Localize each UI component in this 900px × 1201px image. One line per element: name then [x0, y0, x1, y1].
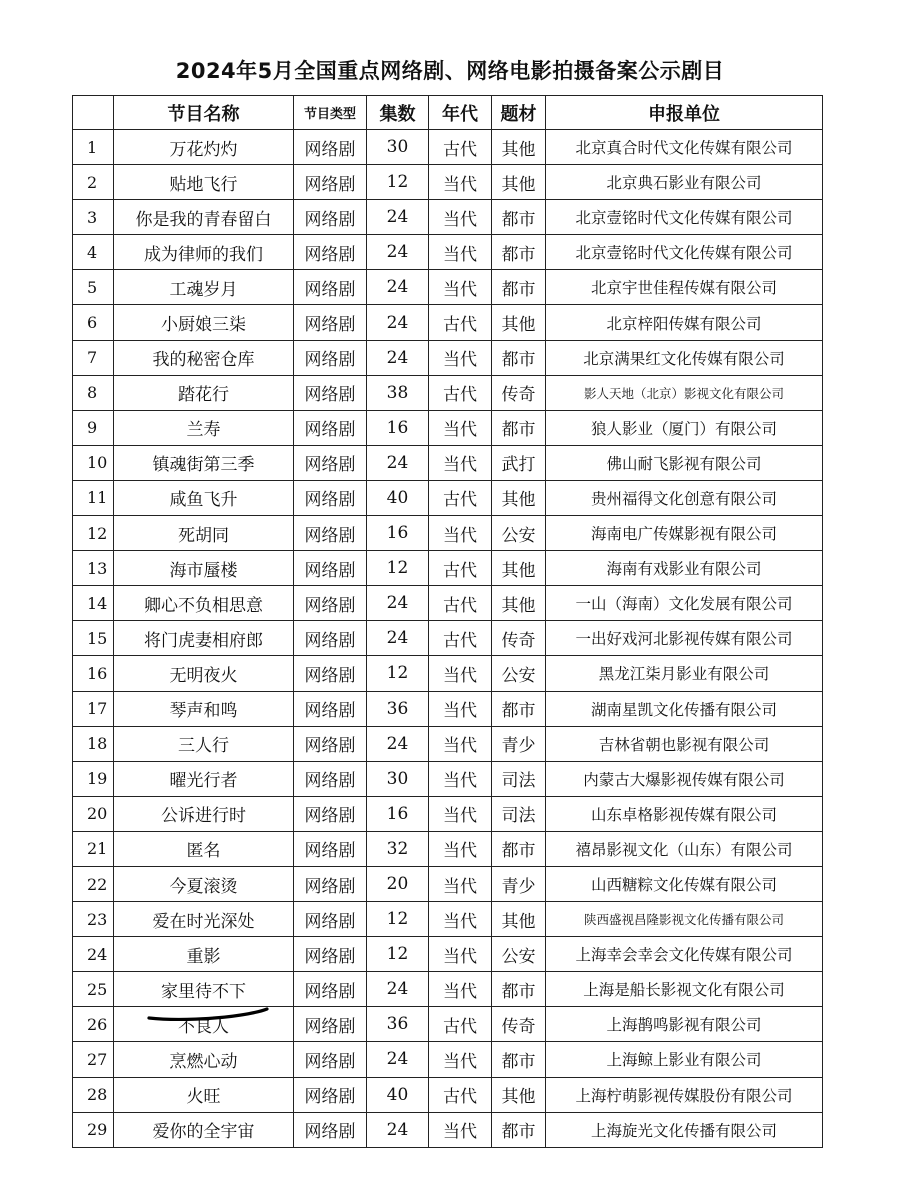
cell-episodes: 12 — [367, 902, 429, 937]
cell-era: 当代 — [429, 445, 492, 480]
cell-era: 古代 — [429, 586, 492, 621]
cell-genre: 都市 — [492, 235, 546, 270]
cell-row-index: 18 — [73, 726, 114, 761]
cell-genre: 都市 — [492, 691, 546, 726]
cell-row-index: 27 — [73, 1042, 114, 1077]
cell-episodes: 30 — [367, 130, 429, 165]
cell-applicant: 上海鹊鸣影视有限公司 — [546, 1007, 823, 1042]
cell-episodes: 36 — [367, 1007, 429, 1042]
cell-row-index: 12 — [73, 516, 114, 551]
cell-genre: 其他 — [492, 551, 546, 586]
cell-era: 古代 — [429, 375, 492, 410]
cell-row-index: 19 — [73, 761, 114, 796]
cell-applicant: 北京宇世佳程传媒有限公司 — [546, 270, 823, 305]
header-index — [73, 96, 114, 130]
cell-program-type: 网络剧 — [294, 656, 367, 691]
cell-applicant: 上海幸会幸会文化传媒有限公司 — [546, 937, 823, 972]
table-row — [73, 656, 823, 691]
cell-program-name: 小厨娘三柒 — [114, 305, 294, 340]
cell-era: 当代 — [429, 200, 492, 235]
cell-episodes: 24 — [367, 445, 429, 480]
table-row — [73, 1112, 823, 1147]
table-row — [73, 1042, 823, 1077]
cell-episodes: 24 — [367, 305, 429, 340]
cell-row-index: 24 — [73, 937, 114, 972]
cell-era: 当代 — [429, 270, 492, 305]
cell-era: 古代 — [429, 130, 492, 165]
cell-program-name: 曜光行者 — [114, 761, 294, 796]
cell-program-type: 网络剧 — [294, 902, 367, 937]
cell-program-name: 兰寿 — [114, 410, 294, 445]
cell-genre: 都市 — [492, 340, 546, 375]
cell-program-type: 网络剧 — [294, 551, 367, 586]
cell-era: 当代 — [429, 796, 492, 831]
cell-row-index: 14 — [73, 586, 114, 621]
cell-row-index: 8 — [73, 375, 114, 410]
cell-era: 古代 — [429, 1007, 492, 1042]
cell-applicant: 海南有戏影业有限公司 — [546, 551, 823, 586]
table-row — [73, 937, 823, 972]
cell-program-name: 将门虎妻相府郎 — [114, 621, 294, 656]
cell-episodes: 24 — [367, 270, 429, 305]
cell-applicant: 佛山耐飞影视有限公司 — [546, 445, 823, 480]
cell-program-name: 匿名 — [114, 831, 294, 866]
table-row — [73, 866, 823, 901]
table-row — [73, 761, 823, 796]
table-row — [73, 410, 823, 445]
cell-era: 当代 — [429, 165, 492, 200]
cell-era: 当代 — [429, 1112, 492, 1147]
cell-applicant: 一出好戏河北影视传媒有限公司 — [546, 621, 823, 656]
cell-genre: 其他 — [492, 1077, 546, 1112]
cell-row-index: 21 — [73, 831, 114, 866]
cell-applicant: 陕西盛视昌隆影视文化传播有限公司 — [546, 902, 823, 937]
cell-genre: 其他 — [492, 586, 546, 621]
cell-applicant: 贵州福得文化创意有限公司 — [546, 480, 823, 515]
cell-program-type: 网络剧 — [294, 1077, 367, 1112]
cell-episodes: 16 — [367, 796, 429, 831]
cell-era: 当代 — [429, 340, 492, 375]
cell-row-index: 9 — [73, 410, 114, 445]
cell-program-name: 火旺 — [114, 1077, 294, 1112]
table-row — [73, 340, 823, 375]
header-applicant: 申报单位 — [546, 96, 823, 130]
cell-program-name: 死胡同 — [114, 516, 294, 551]
cell-episodes: 40 — [367, 480, 429, 515]
cell-applicant: 黑龙江柒月影业有限公司 — [546, 656, 823, 691]
cell-applicant: 山西糖粽文化传媒有限公司 — [546, 866, 823, 901]
cell-episodes: 30 — [367, 761, 429, 796]
cell-era: 当代 — [429, 831, 492, 866]
cell-program-type: 网络剧 — [294, 375, 367, 410]
cell-applicant: 海南电广传媒影视有限公司 — [546, 516, 823, 551]
cell-program-name: 贴地飞行 — [114, 165, 294, 200]
cell-program-type: 网络剧 — [294, 972, 367, 1007]
cell-applicant: 北京真合时代文化传媒有限公司 — [546, 130, 823, 165]
cell-era: 当代 — [429, 691, 492, 726]
cell-genre: 都市 — [492, 1112, 546, 1147]
table-row — [73, 445, 823, 480]
cell-program-type: 网络剧 — [294, 586, 367, 621]
cell-applicant: 一山（海南）文化发展有限公司 — [546, 586, 823, 621]
cell-episodes: 24 — [367, 1042, 429, 1077]
cell-episodes: 12 — [367, 551, 429, 586]
cell-episodes: 24 — [367, 621, 429, 656]
cell-genre: 公安 — [492, 516, 546, 551]
cell-program-name: 琴声和鸣 — [114, 691, 294, 726]
cell-episodes: 24 — [367, 726, 429, 761]
cell-program-type: 网络剧 — [294, 270, 367, 305]
table-row — [73, 305, 823, 340]
table-body — [73, 130, 823, 1148]
cell-row-index: 15 — [73, 621, 114, 656]
table-row — [73, 200, 823, 235]
cell-episodes: 24 — [367, 972, 429, 1007]
cell-applicant: 上海是船长影视文化有限公司 — [546, 972, 823, 1007]
cell-genre: 司法 — [492, 796, 546, 831]
cell-episodes: 16 — [367, 410, 429, 445]
cell-applicant: 影人天地（北京）影视文化有限公司 — [546, 375, 823, 410]
cell-applicant: 北京典石影业有限公司 — [546, 165, 823, 200]
cell-program-type: 网络剧 — [294, 621, 367, 656]
cell-genre: 都市 — [492, 410, 546, 445]
cell-row-index: 20 — [73, 796, 114, 831]
cell-row-index: 25 — [73, 972, 114, 1007]
cell-row-index: 28 — [73, 1077, 114, 1112]
cell-applicant: 吉林省朝也影视有限公司 — [546, 726, 823, 761]
cell-program-name: 不良人 — [114, 1007, 294, 1042]
cell-era: 当代 — [429, 410, 492, 445]
cell-genre: 公安 — [492, 656, 546, 691]
cell-episodes: 16 — [367, 516, 429, 551]
cell-episodes: 32 — [367, 831, 429, 866]
cell-program-type: 网络剧 — [294, 796, 367, 831]
table-row — [73, 480, 823, 515]
cell-row-index: 4 — [73, 235, 114, 270]
cell-program-name: 重影 — [114, 937, 294, 972]
header-program-type: 节目类型 — [294, 96, 367, 130]
table-row — [73, 621, 823, 656]
table-row — [73, 375, 823, 410]
table-row — [73, 691, 823, 726]
cell-era: 古代 — [429, 551, 492, 586]
cell-program-type: 网络剧 — [294, 691, 367, 726]
cell-program-name: 爱你的全宇宙 — [114, 1112, 294, 1147]
cell-applicant: 禧昂影视文化（山东）有限公司 — [546, 831, 823, 866]
table-row — [73, 165, 823, 200]
cell-program-name: 家里待不下 — [114, 972, 294, 1007]
cell-program-type: 网络剧 — [294, 200, 367, 235]
cell-row-index: 2 — [73, 165, 114, 200]
header-episodes: 集数 — [367, 96, 429, 130]
cell-row-index: 10 — [73, 445, 114, 480]
cell-genre: 公安 — [492, 937, 546, 972]
table-row — [73, 130, 823, 165]
cell-era: 古代 — [429, 1077, 492, 1112]
cell-program-name: 我的秘密仓库 — [114, 340, 294, 375]
page-title: 2024年5月全国重点网络剧、网络电影拍摄备案公示剧目 — [175, 59, 725, 83]
table-row — [73, 235, 823, 270]
cell-applicant: 北京梓阳传媒有限公司 — [546, 305, 823, 340]
cell-era: 古代 — [429, 621, 492, 656]
header-era: 年代 — [429, 96, 492, 130]
cell-program-name: 成为律师的我们 — [114, 235, 294, 270]
cell-episodes: 12 — [367, 937, 429, 972]
cell-applicant: 内蒙古大爆影视传媒有限公司 — [546, 761, 823, 796]
cell-episodes: 20 — [367, 866, 429, 901]
cell-genre: 其他 — [492, 902, 546, 937]
cell-applicant: 北京壹铭时代文化传媒有限公司 — [546, 235, 823, 270]
cell-program-type: 网络剧 — [294, 761, 367, 796]
cell-episodes: 24 — [367, 340, 429, 375]
cell-program-name: 镇魂街第三季 — [114, 445, 294, 480]
cell-program-type: 网络剧 — [294, 235, 367, 270]
table-row — [73, 972, 823, 1007]
cell-genre: 都市 — [492, 972, 546, 1007]
cell-row-index: 1 — [73, 130, 114, 165]
header-genre: 题材 — [492, 96, 546, 130]
cell-genre: 传奇 — [492, 375, 546, 410]
cell-row-index: 7 — [73, 340, 114, 375]
cell-program-type: 网络剧 — [294, 480, 367, 515]
cell-genre: 传奇 — [492, 1007, 546, 1042]
cell-era: 古代 — [429, 480, 492, 515]
cell-row-index: 23 — [73, 902, 114, 937]
cell-applicant: 湖南星凯文化传播有限公司 — [546, 691, 823, 726]
cell-applicant: 狼人影业（厦门）有限公司 — [546, 410, 823, 445]
cell-program-name: 你是我的青春留白 — [114, 200, 294, 235]
cell-applicant: 上海鲸上影业有限公司 — [546, 1042, 823, 1077]
cell-program-type: 网络剧 — [294, 516, 367, 551]
table-row — [73, 726, 823, 761]
cell-program-name: 踏花行 — [114, 375, 294, 410]
cell-program-type: 网络剧 — [294, 165, 367, 200]
table-row — [73, 586, 823, 621]
cell-era: 当代 — [429, 937, 492, 972]
cell-era: 当代 — [429, 972, 492, 1007]
cell-genre: 其他 — [492, 165, 546, 200]
cell-row-index: 16 — [73, 656, 114, 691]
cell-program-type: 网络剧 — [294, 1112, 367, 1147]
cell-program-type: 网络剧 — [294, 866, 367, 901]
cell-era: 古代 — [429, 305, 492, 340]
cell-row-index: 22 — [73, 866, 114, 901]
cell-program-name: 无明夜火 — [114, 656, 294, 691]
table-row — [73, 551, 823, 586]
cell-era: 当代 — [429, 235, 492, 270]
cell-program-name: 今夏滚烫 — [114, 866, 294, 901]
cell-program-type: 网络剧 — [294, 130, 367, 165]
cell-program-name: 海市蜃楼 — [114, 551, 294, 586]
cell-program-type: 网络剧 — [294, 340, 367, 375]
cell-program-type: 网络剧 — [294, 831, 367, 866]
cell-program-name: 工魂岁月 — [114, 270, 294, 305]
cell-program-name: 烹燃心动 — [114, 1042, 294, 1077]
cell-applicant: 上海柠萌影视传媒股份有限公司 — [546, 1077, 823, 1112]
header-program-name: 节目名称 — [114, 96, 294, 130]
cell-applicant: 山东卓格影视传媒有限公司 — [546, 796, 823, 831]
cell-episodes: 24 — [367, 586, 429, 621]
table-row — [73, 831, 823, 866]
cell-applicant: 上海旋光文化传播有限公司 — [546, 1112, 823, 1147]
table-row — [73, 902, 823, 937]
cell-genre: 其他 — [492, 305, 546, 340]
cell-program-name: 公诉进行时 — [114, 796, 294, 831]
cell-genre: 青少 — [492, 726, 546, 761]
cell-era: 当代 — [429, 902, 492, 937]
cell-genre: 都市 — [492, 1042, 546, 1077]
cell-episodes: 38 — [367, 375, 429, 410]
cell-genre: 其他 — [492, 130, 546, 165]
cell-era: 当代 — [429, 656, 492, 691]
cell-program-type: 网络剧 — [294, 1007, 367, 1042]
cell-era: 当代 — [429, 1042, 492, 1077]
cell-era: 当代 — [429, 866, 492, 901]
cell-genre: 武打 — [492, 445, 546, 480]
cell-genre: 青少 — [492, 866, 546, 901]
cell-row-index: 3 — [73, 200, 114, 235]
cell-episodes: 24 — [367, 235, 429, 270]
cell-row-index: 5 — [73, 270, 114, 305]
cell-program-name: 卿心不负相思意 — [114, 586, 294, 621]
cell-genre: 都市 — [492, 200, 546, 235]
table-header — [73, 96, 823, 130]
cell-row-index: 11 — [73, 480, 114, 515]
table-row — [73, 1007, 823, 1042]
cell-row-index: 29 — [73, 1112, 114, 1147]
cell-genre: 都市 — [492, 270, 546, 305]
header-row — [73, 96, 823, 130]
cell-episodes: 40 — [367, 1077, 429, 1112]
cell-episodes: 24 — [367, 200, 429, 235]
cell-episodes: 12 — [367, 656, 429, 691]
cell-program-name: 万花灼灼 — [114, 130, 294, 165]
cell-row-index: 13 — [73, 551, 114, 586]
cell-genre: 司法 — [492, 761, 546, 796]
cell-era: 当代 — [429, 726, 492, 761]
cell-program-type: 网络剧 — [294, 937, 367, 972]
table-row — [73, 1077, 823, 1112]
cell-program-name: 咸鱼飞升 — [114, 480, 294, 515]
program-table — [72, 95, 823, 1148]
cell-row-index: 17 — [73, 691, 114, 726]
table-row — [73, 270, 823, 305]
cell-applicant: 北京壹铭时代文化传媒有限公司 — [546, 200, 823, 235]
cell-era: 当代 — [429, 761, 492, 796]
cell-program-type: 网络剧 — [294, 1042, 367, 1077]
cell-row-index: 6 — [73, 305, 114, 340]
cell-program-type: 网络剧 — [294, 410, 367, 445]
cell-applicant: 北京满果红文化传媒有限公司 — [546, 340, 823, 375]
cell-genre: 都市 — [492, 831, 546, 866]
table-row — [73, 796, 823, 831]
cell-episodes: 24 — [367, 1112, 429, 1147]
cell-genre: 传奇 — [492, 621, 546, 656]
cell-row-index: 26 — [73, 1007, 114, 1042]
cell-episodes: 36 — [367, 691, 429, 726]
cell-program-type: 网络剧 — [294, 305, 367, 340]
cell-genre: 其他 — [492, 480, 546, 515]
cell-program-name: 三人行 — [114, 726, 294, 761]
cell-episodes: 12 — [367, 165, 429, 200]
cell-program-name: 爱在时光深处 — [114, 902, 294, 937]
cell-era: 当代 — [429, 516, 492, 551]
table-row — [73, 516, 823, 551]
cell-program-type: 网络剧 — [294, 726, 367, 761]
cell-program-type: 网络剧 — [294, 445, 367, 480]
